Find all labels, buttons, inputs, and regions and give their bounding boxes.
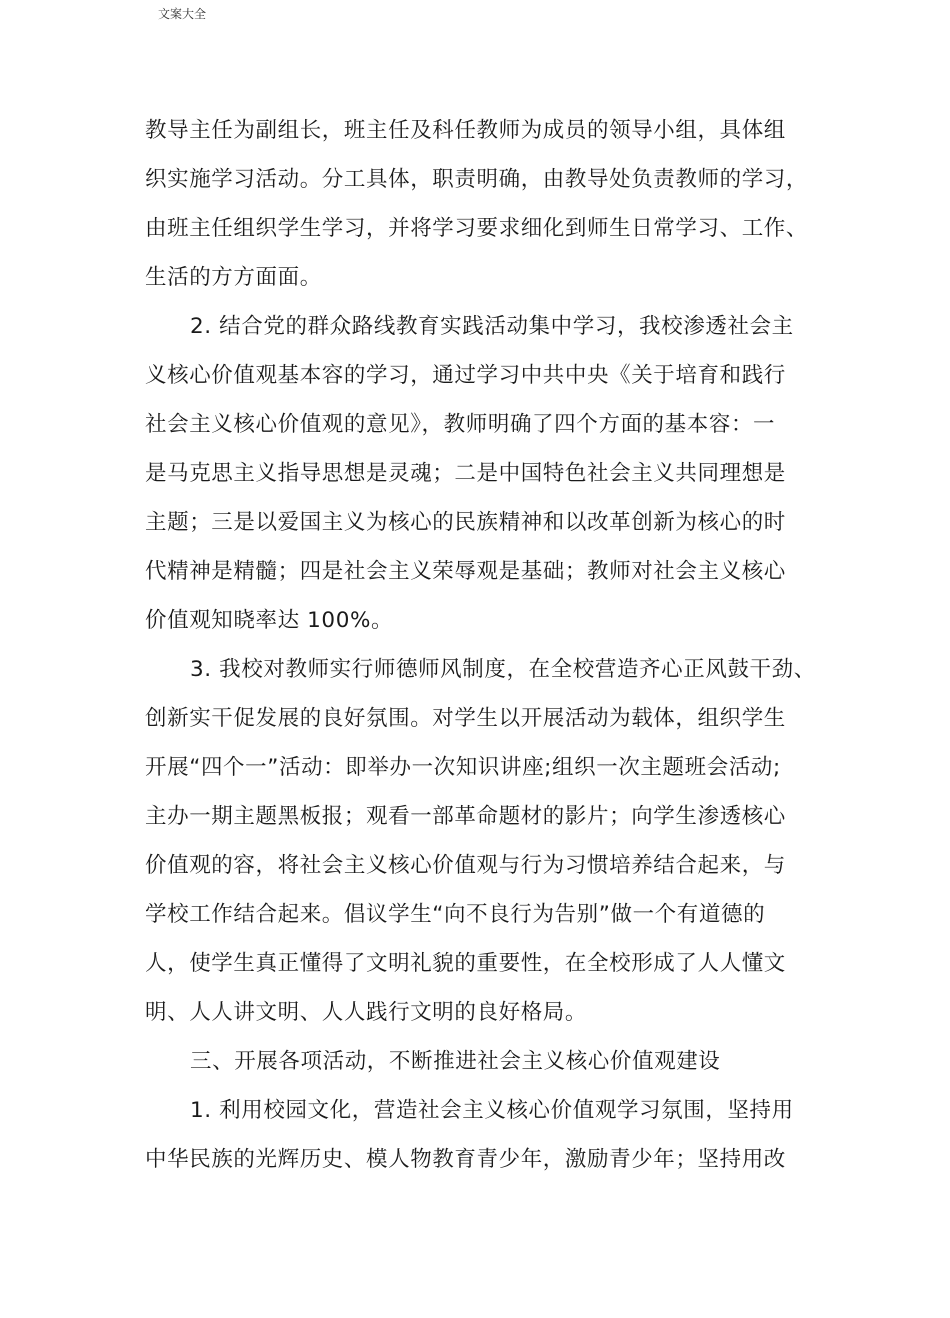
text-line: 3. 我校对教师实行师德师风制度，在全校营造齐心正风鼓干劲、 <box>190 657 816 682</box>
text-line: 是马克思主义指导思想是灵魂；二是中国特色社会主义共同理想是 <box>145 461 786 486</box>
text-line: 代精神是精髓；四是社会主义荣辱观是基础；教师对社会主义核心 <box>145 559 786 584</box>
text-line: 主题；三是以爱国主义为核心的民族精神和以改革创新为核心的时 <box>145 510 786 535</box>
text-line: 价值观的容，将社会主义核心价值观与行为习惯培养结合起来，与 <box>145 853 786 878</box>
text-line: 由班主任组织学生学习，并将学习要求细化到师生日常学习、工作、 <box>145 216 809 241</box>
text-line: 2. 结合党的群众路线教育实践活动集中学习，我校渗透社会主 <box>190 314 794 339</box>
header-mark: 文案大全 <box>158 7 207 21</box>
text-line: 织实施学习活动。分工具体，职责明确，由教导处负责教师的学习， <box>145 167 809 192</box>
text-line: 学校工作结合起来。倡议学生“向不良行为告别”做一个有道德的 <box>145 902 766 927</box>
body-text <box>145 106 815 1184</box>
text-line: 中华民族的光辉历史、模人物教育青少年，激励青少年；坚持用改 <box>145 1147 786 1172</box>
text-line: 明、人人讲文明、人人践行文明的良好格局。 <box>145 1000 588 1025</box>
text-line: 生活的方方面面。 <box>145 265 322 290</box>
text-line: 1. 利用校园文化，营造社会主义核心价值观学习氛围，坚持用 <box>190 1098 794 1123</box>
text-line: 教导主任为副组长，班主任及科任教师为成员的领导小组，具体组 <box>145 118 786 143</box>
text-line: 价值观知晓率达 100%。 <box>145 608 394 633</box>
text-line: 开展“四个一”活动：即举办一次知识讲座;组织一次主题班会活动; <box>145 755 781 780</box>
text-line: 三、开展各项活动，不断推进社会主义核心价值观建设 <box>190 1049 721 1074</box>
text-line: 主办一期主题黑板报；观看一部革命题材的影片；向学生渗透核心 <box>145 804 786 829</box>
text-line: 创新实干促发展的良好氛围。对学生以开展活动为载体，组织学生 <box>145 706 786 731</box>
text-line: 义核心价值观基本容的学习，通过学习中共中央《关于培育和践行 <box>145 363 786 388</box>
text-line: 人，使学生真正懂得了文明礼貌的重要性，在全校形成了人人懂文 <box>145 951 786 976</box>
text-line: 社会主义核心价值观的意见》，教师明确了四个方面的基本容：一 <box>145 412 776 437</box>
